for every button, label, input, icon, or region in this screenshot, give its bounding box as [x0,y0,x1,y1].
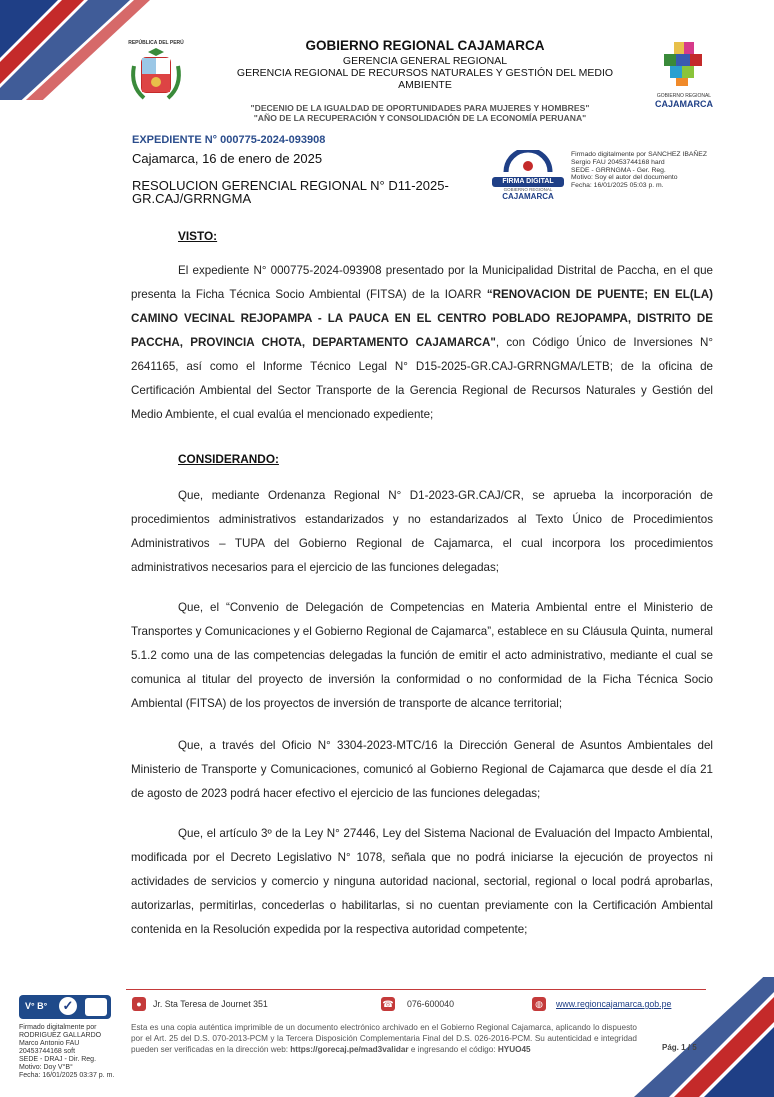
paragraph-text: Que, el “Convenio de Delegación de Competencias en Materia Ambiental entre el Ministerio de Transportes y Comunicaciones y el Gobierno Regional de Cajamarca”, establece en su Cláusula Quinta, numeral 5.1.2 como una de las competencias delegadas la función de emitir el acto administrativo, mediante el cual se comunica al titular del proyecto de inversión la conformidad o no conformidad de la Ficha Técnica Socio Ambiental (FITSA) de los proyectos de inversión de transporte de alcance territorial; [131,601,713,710]
paragraph-text: Que, el artículo 3º de la Ley N° 27446, Ley del Sistema Nacional de Evaluación del Impacto Ambiental, modificada por el Decreto Legislativo N° 1078, señala que no podrá iniciarse la ejecución de proyectos ni actividades de servicios y comercio y ninguna autoridad nacional, sectorial, regional o local podrá aprobarlas, autorizarlas, permitirlas, concederlas o habilitarlas, si no cuentan previamente con la Certificación Ambiental contenida en la Resolución expedida por la respectiva autoridad competente; [131,827,713,936]
shield-icon [126,46,186,104]
considerando-paragraph-3 [131,734,713,806]
vb-line: SEDE - DRAJ - Dir. Reg. [19,1056,97,1063]
note-text-b: e ingresando el código: [408,1045,498,1055]
firma-org-label: CAJAMARCA [502,192,554,201]
firma-sub-label: GOBIERNO REGIONAL [503,187,553,192]
signature-line: Motivo: Soy el autor del documento [571,174,678,182]
peru-coat-of-arms [126,40,186,104]
firma-digital-label: FIRMA DIGITAL [492,177,564,187]
signature-line: Fecha: 16/01/2025 05:03 p. m. [571,182,664,190]
authenticity-note [131,1022,637,1056]
vb-line: Fecha: 16/01/2025 03:37 p. m. [19,1072,115,1079]
digital-signature-info [571,151,731,190]
footer-address: Jr. Sta Teresa de Journet 351 [153,999,268,1009]
considerando-heading: CONSIDERANDO: [178,452,279,466]
regional-logo [646,40,722,109]
considerando-paragraph-1 [131,484,713,580]
visto-heading: VISTO: [178,229,218,243]
visto-text-a: El expediente N° 000775-2024-093908 presentado por la Municipalidad Distrital de Paccha, en el que presenta la Ficha Técnica Socio Ambiental (FITSA) de la IOARR [131,264,713,301]
org-title: GOBIERNO REGIONAL CAJAMARCA [305,38,545,53]
footer-phone: 076-600040 [407,999,454,1009]
vb-line: 20453744168 soft [19,1048,76,1055]
project-name: “RENOVACION DE PUENTE; EN EL(LA) CAMINO VECINAL REJOPAMPA - LA PAUCA EN EL CENTRO POBLADO REJOPAMPA, DISTRITO DE PACCHA, PROVINCIA CHOTA, DEPARTAMENTO CAJAMARCA" [131,288,713,349]
document-date: Cajamarca, 16 de enero de 2025 [132,151,323,166]
decenio-line-2: "AÑO DE LA RECUPERACIÓN Y CONSOLIDACIÓN DE LA ECONOMÍA PERUANA" [253,113,587,123]
paragraph-text: Que, a través del Oficio N° 3304-2023-MTC/16 la Dirección General de Asuntos Ambientales del Ministerio de Transporte y Comunicaciones, comunicó al Gobierno Regional de Cajamarca que desde el día 21 de agosto de 2023 podrá hacer efectivo el ejercicio de las funciones delegadas; [131,739,713,800]
signature-line: Sergio FAU 20453744168 hard [571,158,665,166]
visto-text-c: , con Código Único de Inversiones N° 2641165, así como el Informe Técnico Legal N° D15-2025-GR.CAJ-GRRNGMA/LETB; de la oficina de Certificación Ambiental del Sector Transporte de la Gerencia Regional de Recursos Naturales y Gestión del Medio Ambiente, el cual evalúa el mencionado expediente; [131,336,713,421]
expediente-number: EXPEDIENTE N° 000775-2024-093908 [132,134,326,146]
regional-logo-icon [646,40,722,88]
considerando-paragraph-2 [131,596,713,716]
firma-digital-badge [492,150,564,202]
vb-signature-info [19,1024,125,1080]
validation-code: HYUO45 [497,1045,531,1055]
seal-caption: REPÚBLICA DEL PERÚ [128,40,184,46]
footer-divider [126,989,706,990]
regional-mini-logo-icon [85,998,107,1016]
visto-bueno-badge [19,995,111,1019]
phone-icon: ☎ [382,999,394,1009]
vb-line: Firmado digitalmente por [19,1024,97,1031]
header-line-2: GERENCIA REGIONAL DE RECURSOS NATURALES Y GESTIÓN DEL MEDIO AMBIENTE [236,67,614,91]
decenio-line-1: "DECENIO DE LA IGUALDAD DE OPORTUNIDADES PARA MUJERES Y HOMBRES" [250,103,590,113]
footer-website-link[interactable]: www.regioncajamarca.gob.pe [556,999,672,1009]
paragraph-text: Que, mediante Ordenanza Regional N° D1-2023-GR.CAJ/CR, se aprueba la incorporación de procedimientos administrativos estandarizados y no estandarizados al Texto Único de Procedimientos Administrativos – TUPA del Gobierno Regional de Cajamarca, el cual incorpora los procedimientos administrativos necesarios para el ejercicio de las funciones delegadas; [131,489,713,574]
validation-url: https://gorecaj.pe/mad3validar [290,1045,409,1055]
gear-icon [492,150,564,172]
resolution-title: RESOLUCION GERENCIAL REGIONAL N° D11-2025-GR.CAJ/GRRNGMA [132,178,449,206]
globe-icon: ◍ [532,997,546,1011]
header-line-1: GERENCIA GENERAL REGIONAL [342,55,508,67]
page-number: Pág. 1 / 5 [662,1043,697,1052]
check-icon: ✓ [59,997,77,1015]
logo-caption: CAJAMARCA [655,99,713,109]
vb-line: Motivo: Doy V°B° [19,1064,73,1071]
considerando-paragraph-4 [131,822,713,942]
vb-line: Marco Antonio FAU [19,1040,80,1047]
logo-caption-small: GOBIERNO REGIONAL [656,93,712,99]
vb-label: V° B° [25,1001,48,1011]
visto-paragraph [131,259,713,427]
signature-line: Firmado digitalmente por SANCHEZ IBAÑEZ [571,151,707,158]
signature-line: SEDE - GRRNGMA - Ger. Reg. [571,166,666,174]
note-text-a: Esta es una copia auténtica imprimible de un documento electrónico archivado en el Gobierno Regional Cajamarca, aplicando lo dispuesto por el Art. 25 del D.S. 070-2013-PCM y la Tercera Disposición Complementaria Final del D.S. 026-2016-PCM. Su autenticidad e integridad pueden ser verificadas en la dirección web: [131,1023,637,1055]
location-icon: ● [132,997,146,1011]
vb-line: RODRIGUEZ GALLARDO [19,1032,102,1039]
